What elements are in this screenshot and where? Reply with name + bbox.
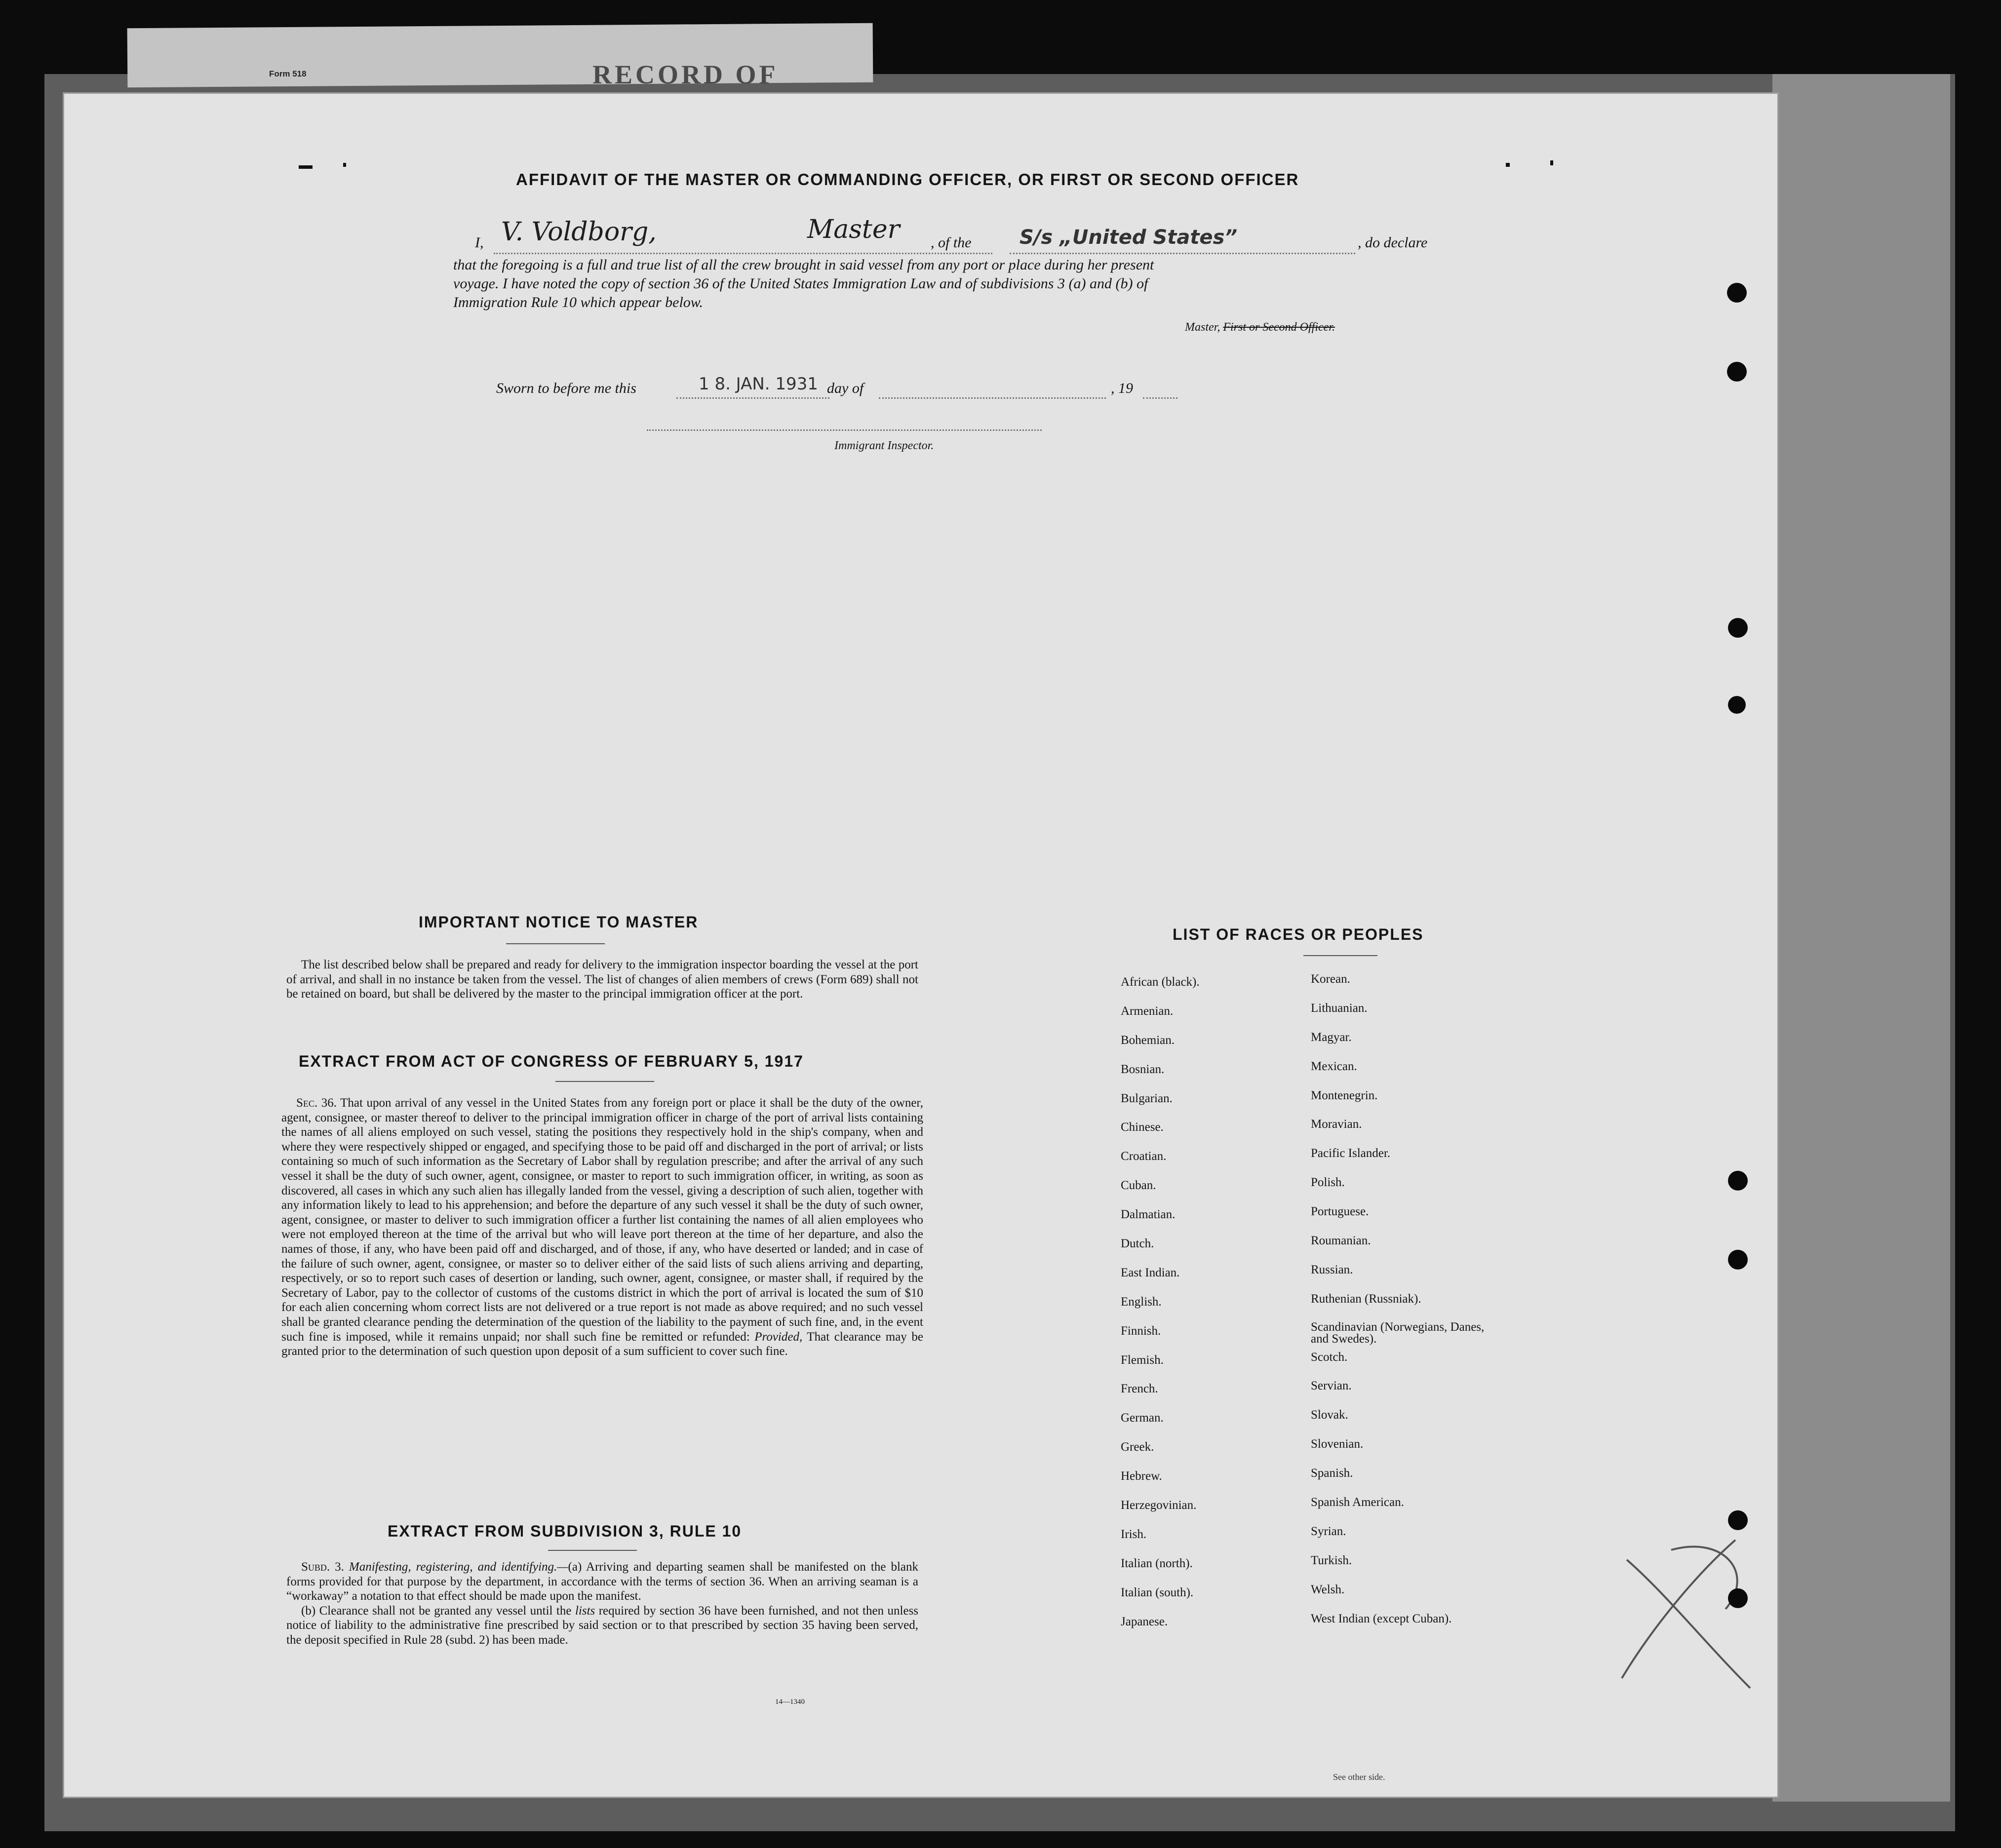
section-36-body <box>281 1096 923 1359</box>
affidavit-title: AFFIDAVIT OF THE MASTER OR COMMANDING OFFICER, OR FIRST OR SECOND OFFICER <box>516 170 1299 189</box>
race-item: Spanish. <box>1311 1466 1353 1480</box>
race-item: Moravian. <box>1311 1117 1362 1131</box>
race-item: Korean. <box>1311 972 1350 986</box>
of-the-label: , of the <box>931 234 972 251</box>
race-item: Greek. <box>1121 1440 1154 1454</box>
race-item: Scotch. <box>1311 1350 1348 1364</box>
race-item: Armenian. <box>1121 1004 1174 1018</box>
notice-title: IMPORTANT NOTICE TO MASTER <box>419 913 699 931</box>
master-signature-label <box>1185 321 1335 334</box>
affidavit-line-3: voyage. I have noted the copy of section 36 of the United States Immigration Law and of subdivisions 3 (a) and (b) of <box>453 275 1148 292</box>
race-item: Herzegovinian. <box>1121 1499 1197 1512</box>
pencil-cross-mark <box>1612 1530 1760 1698</box>
subd-label: Subd. 3. <box>301 1560 344 1574</box>
race-item: Roumanian. <box>1311 1234 1371 1248</box>
act-title-rule <box>555 1081 654 1082</box>
punch-hole <box>1728 696 1746 714</box>
date-stamp: 1 8. JAN. 1931 <box>699 374 818 394</box>
punch-hole <box>1727 283 1747 303</box>
race-item: Lithuanian. <box>1311 1001 1368 1015</box>
year-line <box>1143 397 1177 399</box>
race-item: Welsh. <box>1311 1582 1345 1596</box>
rule-10-para-b <box>286 1604 918 1648</box>
race-item: Magyar. <box>1311 1030 1352 1044</box>
reverse-side-fragment: See other side. <box>1333 1772 1385 1782</box>
rule-10-para-a <box>286 1560 918 1604</box>
rule-extract-title: EXTRACT FROM SUBDIVISION 3, RULE 10 <box>388 1522 742 1540</box>
race-item: Spanish American. <box>1311 1496 1404 1509</box>
race-item: Chinese. <box>1121 1120 1164 1134</box>
ink-speck <box>299 165 313 169</box>
subd-heading: Manifesting, registering, and identifying.— <box>349 1560 568 1574</box>
race-item: Turkish. <box>1311 1553 1352 1567</box>
provided-word: Provided, <box>754 1330 803 1344</box>
punch-hole <box>1727 362 1747 382</box>
day-of-label: day of <box>827 380 864 396</box>
race-item: Ruthenian (Russniak). <box>1311 1292 1421 1306</box>
race-item: Slovenian. <box>1311 1437 1364 1451</box>
race-item: Flemish. <box>1121 1353 1164 1367</box>
race-item: English. <box>1121 1295 1162 1309</box>
race-item: Russian. <box>1311 1263 1353 1276</box>
race-item: Montenegrin. <box>1311 1088 1378 1102</box>
i-label: I, <box>475 234 484 251</box>
section-36-proviso: That clearance may be granted prior to the determination of such question upon deposit of a sum sufficient to cover such fine. <box>281 1330 923 1358</box>
race-item: Irish. <box>1121 1527 1147 1541</box>
affidavit-line-2: that the foregoing is a full and true list of all the crew brought in said vessel from any port or place during her present <box>453 257 1154 273</box>
affidavit-page <box>64 94 1777 1797</box>
race-item: Slovak. <box>1311 1408 1348 1422</box>
race-item: Dalmatian. <box>1121 1208 1176 1222</box>
inspector-label: Immigrant Inspector. <box>834 439 934 452</box>
race-item: Syrian. <box>1311 1524 1346 1538</box>
rule-10-para-a-text: (a) Arriving and departing seamen shall be manifested on the blank forms provided for that purpose by the department, in accordance with the terms of section 36. When an arriving seaman is a “workaway” a notation to that effect should be made upon the manifest. <box>286 1560 918 1603</box>
struck-officer-text: First or Second Officer. <box>1223 321 1335 334</box>
ink-speck <box>343 163 346 167</box>
race-item: Bohemian. <box>1121 1033 1175 1047</box>
lists-word: lists <box>575 1604 595 1617</box>
inspector-signature-line <box>647 429 1042 431</box>
race-item: West Indian (except Cuban). <box>1311 1612 1452 1625</box>
notice-title-rule <box>506 943 605 944</box>
do-declare-label: , do declare <box>1358 234 1428 251</box>
race-item: Polish. <box>1311 1176 1345 1190</box>
race-item: Bosnian. <box>1121 1062 1165 1076</box>
race-item: Pacific Islander. <box>1311 1147 1391 1160</box>
rule-10-para-b-text-2: required by section 36 have been furnished, and not then unless notice of liability to the administrative fine prescribed by said section or to that prescribed by section 35 having been served, the deposit specified in Rule 28 (subd. 2) has been made. <box>286 1604 919 1647</box>
print-code: 14—1340 <box>775 1698 805 1706</box>
sworn-label: Sworn to before me this <box>496 380 636 396</box>
punch-hole <box>1728 618 1748 638</box>
race-item: German. <box>1121 1411 1164 1425</box>
race-item: Servian. <box>1311 1379 1352 1393</box>
race-item: Finnish. <box>1121 1324 1161 1338</box>
section-36-paragraph <box>281 1096 923 1359</box>
month-line <box>879 397 1106 399</box>
notice-paragraph: The list described below shall be prepared and ready for delivery to the immigration inspector boarding the vessel at the port of arrival, and shall in no instance be taken from the vessel. The list of changes of alien members of crews (Form 689) shall not be retained on board, but shall be delivered by the master to the principal immigration officer at the port. <box>286 958 918 1001</box>
rule-10-body <box>286 1560 918 1648</box>
races-column-1 <box>1121 975 1200 1644</box>
ink-speck <box>1550 160 1553 165</box>
background-page-edge <box>1772 74 1950 1802</box>
race-item: Portuguese. <box>1311 1205 1369 1219</box>
race-item: Japanese. <box>1121 1615 1168 1628</box>
punch-hole <box>1728 1171 1748 1191</box>
notice-body <box>286 958 918 1001</box>
act-extract-title: EXTRACT FROM ACT OF CONGRESS OF FEBRUARY 5, 1917 <box>299 1052 804 1070</box>
races-title-rule <box>1303 955 1377 956</box>
master-name-handwritten: V. Voldborg, <box>501 217 657 247</box>
affidavit-line-4: Immigration Rule 10 which appear below. <box>453 294 704 310</box>
race-item: Italian (south). <box>1121 1585 1194 1599</box>
ink-speck <box>1506 163 1510 167</box>
rank-handwritten: Master <box>807 215 900 244</box>
form-number: Form 518 <box>269 69 307 78</box>
race-item: Croatian. <box>1121 1150 1167 1163</box>
race-item: Cuban. <box>1121 1179 1156 1193</box>
races-title: LIST OF RACES OR PEOPLES <box>1173 925 1424 943</box>
section-36-text: That upon arrival of any vessel in the United States from any foreign port or place it shall be the duty of the owner, agent, consignee, or master thereof to deliver to the principal immigration officer in charge of the port of arrival lists containing the names of all aliens employed on such vessel, stating the positions they respectively hold in the ship's company, when and where they were respectively shipped or engaged, and specifying those to be paid off and discharged in the port of arrival; or lists containing so much of such information as the Secretary of Labor shall by regulation prescribe; and after the arrival of any such vessel it shall be the duty of such owner, agent, consignee, or master to report to such immigration officer, in writing, as soon as discovered, all cases in which any such alien has illegally landed from the vessel, giving a description of such alien, together with any information likely to lead to his apprehension; and before the departure of any such vessel it shall be the duty of such owner, agent, consignee, or master to deliver to such immigration officer a further list containing the names of all alien employees who were not employed thereon at the time of the arrival but who will leave port thereon at the time of her departure, and also the names of those, if any, who have been paid off and discharged, and of those, if any, who have deserted or landed; and in case of the failure of such owner, agent, consignee, or master so to deliver either of the said lists of such aliens arriving and departing, respectively, or so to report such cases of desertion or landing, such owner, agent, consignee, or master shall, if required by the Secretary of Labor, pay to the collector of customs of the customs district in which the port of arrival is located the sum of $10 for each alien concerning whom correct lists are not delivered or a true report is not made as above required; and no such vessel shall be granted clearance pending the determination of the question of the liability to the payment of such fine, and, in the event such fine is imposed, while it remains unpaid; nor shall such fine be remitted or refunded: <box>281 1096 923 1344</box>
race-item: Scandinavian (Norwegians, Danes, and Swedes). <box>1311 1320 1485 1346</box>
sec-label: Sec. 36. <box>296 1096 337 1110</box>
vessel-name-stamp: S/s „United States” <box>1020 226 1238 249</box>
year-prefix: , 19 <box>1111 380 1133 396</box>
punch-hole <box>1728 1510 1748 1530</box>
sworn-day-line <box>676 397 829 399</box>
race-item: Mexican. <box>1311 1059 1357 1073</box>
record-title-fragment: RECORD OF <box>592 60 779 89</box>
race-item: Italian (north). <box>1121 1556 1193 1570</box>
race-item: East Indian. <box>1121 1266 1180 1279</box>
race-item: Bulgarian. <box>1121 1091 1173 1105</box>
race-item: Hebrew. <box>1121 1469 1162 1483</box>
master-label: Master, <box>1185 321 1220 334</box>
rule-title-rule <box>548 1550 637 1551</box>
races-column-2 <box>1311 972 1498 1641</box>
race-item: Dutch. <box>1121 1237 1154 1251</box>
name-line <box>494 253 992 254</box>
race-item: African (black). <box>1121 975 1200 989</box>
rule-10-para-b-text-1: (b) Clearance shall not be granted any vessel until the <box>301 1604 572 1617</box>
vessel-line <box>1010 253 1355 254</box>
race-item: French. <box>1121 1382 1158 1396</box>
punch-hole <box>1728 1588 1748 1608</box>
punch-hole <box>1728 1250 1748 1270</box>
